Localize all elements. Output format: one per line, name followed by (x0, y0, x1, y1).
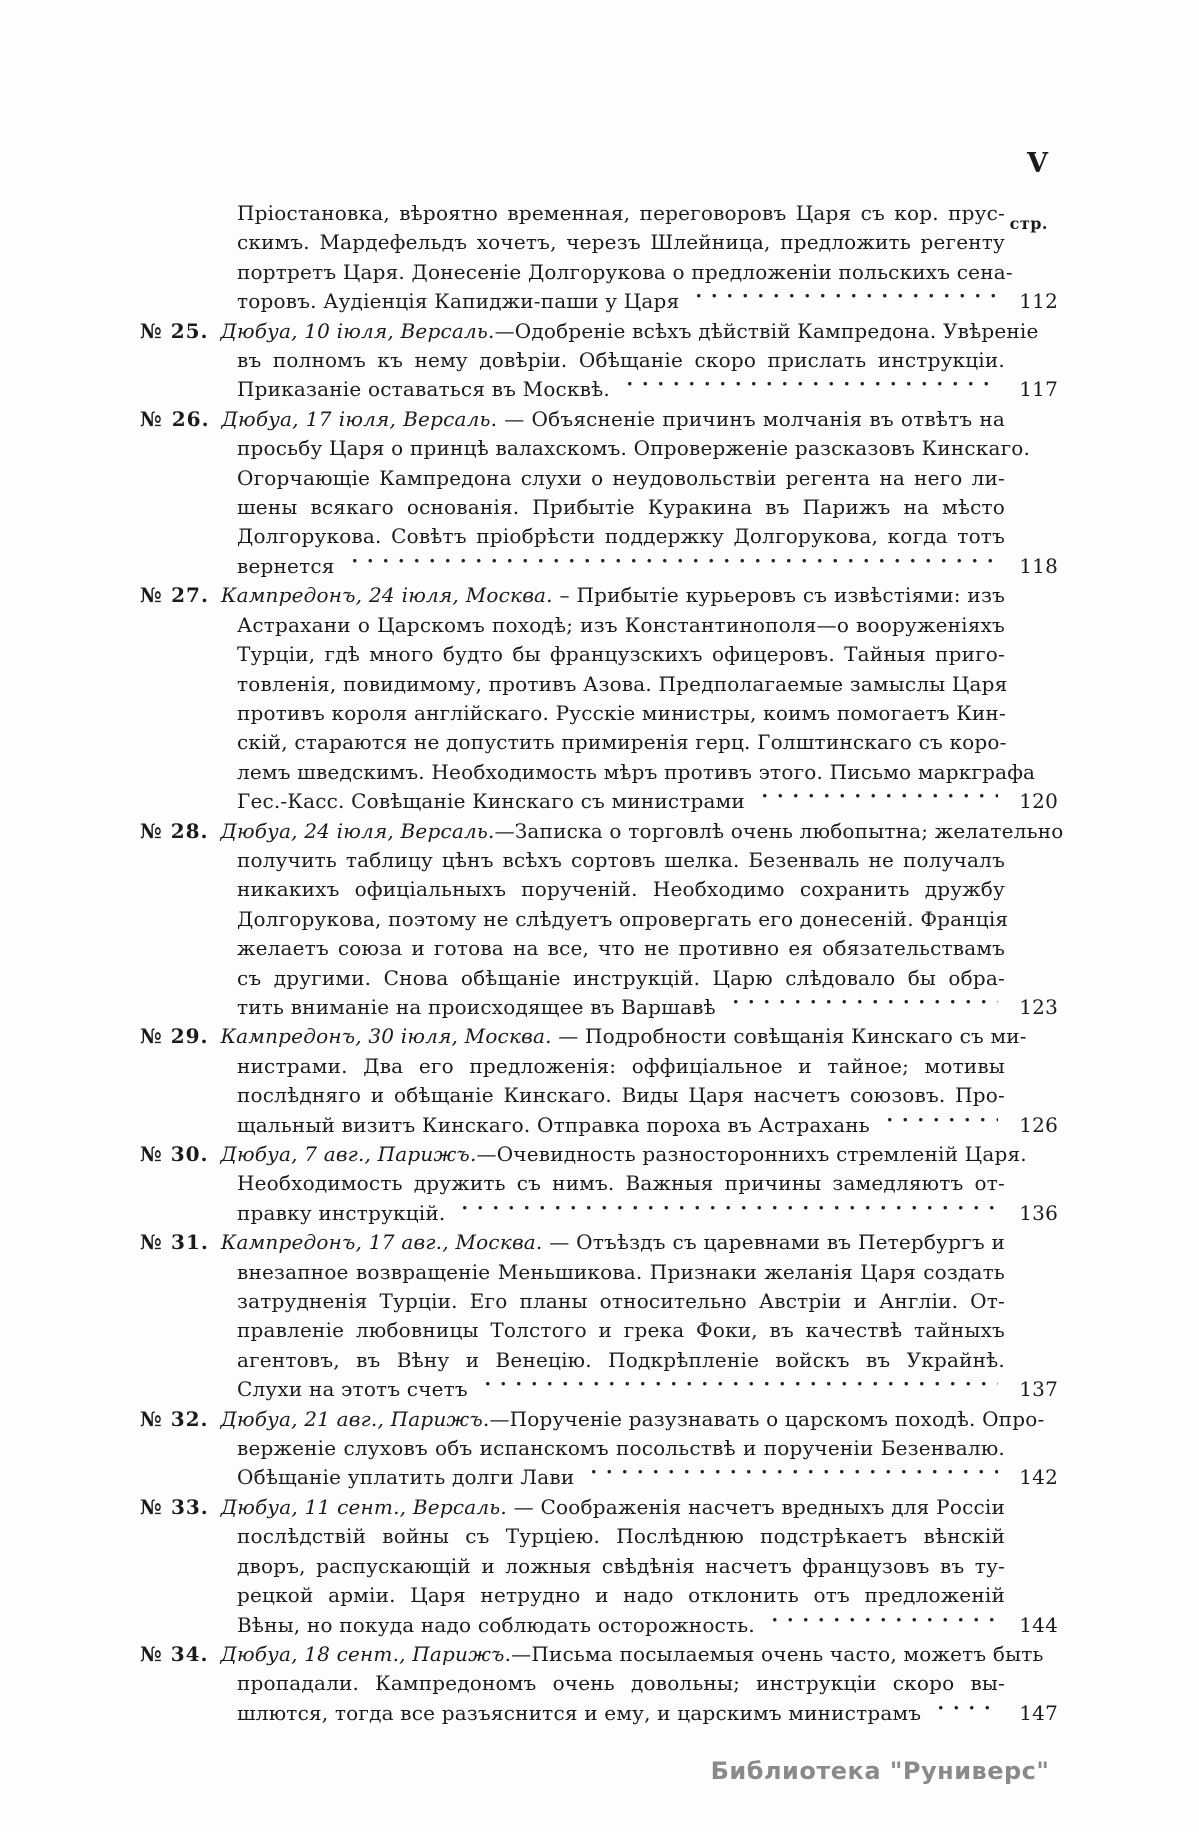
entry-heading: Дюбуа, 17 іюля, Версаль. (221, 406, 498, 431)
toc-line (237, 287, 1058, 316)
toc-line: скій, стараются не допустить примиренія герц. Голштинскаго съ коро- (237, 730, 1007, 755)
entry-text: — Отъѣздъ съ царевнами въ Петербургъ и (542, 1230, 1005, 1255)
toc-line (237, 1111, 1058, 1140)
dot-leader (880, 1111, 998, 1140)
toc-line (237, 552, 1058, 581)
entry-text: — Подробности совѣщанія Кинскаго съ ми- (551, 1024, 1027, 1049)
toc-line: Долгорукова. Совѣтъ пріобрѣсти поддержку Долгорукова, когда тотъ (237, 524, 1005, 549)
entry-number: № 28. (140, 818, 209, 843)
entry-number: № 29. (140, 1024, 209, 1049)
toc-line: затрудненія Турціи. Его планы относительно Австріи и Англіи. От- (237, 1289, 1005, 1314)
entry-text: Пріостановка, вѣроятно временная, переговоровъ Царя съ кор. прус- (237, 201, 1005, 225)
toc-line: скимъ. Мардефельдъ хочетъ, черезъ Шлейница, предложить регенту (237, 230, 1005, 255)
toc-line: пропадали. Кампредономъ очень довольны; инструкціи скоро вы- (237, 1671, 1005, 1696)
toc-entry (140, 199, 1058, 317)
toc-line: никакихъ офиціальныхъ порученій. Необходимо сохранить дружбу (237, 877, 1005, 902)
page-reference: 120 (1019, 789, 1058, 814)
toc-line (140, 1228, 1005, 1257)
entry-heading: Дюбуа, 18 сент., Парижъ. (220, 1641, 512, 1666)
toc-line: послѣдняго и обѣщаніе Кинскаго. Виды Царя насчетъ союзовъ. Про- (237, 1083, 1005, 1108)
toc-entry (140, 1022, 1058, 1140)
toc-line: внезапное возвращеніе Меньшикова. Признаки желанія Царя создать (237, 1259, 1005, 1284)
entry-text: шлются, тогда все разъяснится и ему, и царскимъ министрамъ (237, 1700, 922, 1725)
entry-text: — Соображенія насчетъ вредныхъ для Россіи (506, 1494, 1005, 1519)
toc-line: получить таблицу цѣнъ всѣхъ сортовъ шелка. Безенваль не получалъ (237, 847, 1005, 872)
entry-number: № 32. (140, 1406, 209, 1431)
entry-number: № 31. (140, 1230, 209, 1255)
dot-leader (755, 787, 998, 816)
toc-line: Астрахани о Царскомъ походѣ; изъ Константинополя—о вооруженіяхъ (237, 612, 1005, 637)
toc-line (237, 1199, 1058, 1228)
entry-number: № 25. (140, 318, 209, 343)
toc-line: съ другими. Снова обѣщаніе инструкцій. Царю слѣдовало бы обра- (237, 965, 1005, 990)
page-reference: 123 (1019, 994, 1058, 1019)
entry-heading: Дюбуа, 11 сент., Версаль. (220, 1494, 507, 1519)
toc-entry (140, 581, 1058, 816)
toc-line: въ полномъ къ нему довѣріи. Обѣщаніе скоро прислать инструкціи. (237, 348, 1005, 373)
dot-leader (765, 1611, 998, 1640)
dot-leader (620, 375, 998, 404)
toc-line (140, 405, 1005, 434)
entry-text: Приказаніе оставаться въ Москвѣ. (237, 377, 610, 402)
dot-leader (345, 552, 998, 581)
toc-line (237, 1463, 1058, 1492)
entry-text: —Очевидность разностороннихъ стремленій Царя. (476, 1142, 1027, 1166)
dot-leader (478, 1375, 998, 1404)
toc-line (140, 317, 1039, 346)
entry-text: Слухи на этотъ счетъ (237, 1377, 468, 1402)
entry-number: № 30. (140, 1142, 209, 1166)
toc-line (140, 1140, 1027, 1169)
entry-number: № 33. (140, 1494, 209, 1519)
dot-leader (584, 1463, 998, 1492)
toc-line: дворъ, распускающій и ложныя свѣдѣнія насчетъ французовъ въ ту- (237, 1553, 1005, 1578)
toc-entry (140, 817, 1064, 1023)
page-reference: 144 (1019, 1612, 1058, 1637)
toc-line (237, 1375, 1058, 1404)
entry-heading: Кампредонъ, 17 авг., Москва. (220, 1230, 543, 1255)
toc-line: нистрами. Два его предложенія: оффиціальное и тайное; мотивы (237, 1053, 1005, 1078)
toc-line: товленія, повидимому, противъ Азова. Предполагаемые замыслы Царя (237, 671, 1008, 696)
toc-line: противъ короля англійскаго. Русскіе министры, коимъ помогаетъ Кин- (237, 700, 1006, 725)
toc-line: рецкой арміи. Царя нетрудно и надо отклонить отъ предложеній (237, 1583, 1005, 1608)
toc-line (237, 1611, 1058, 1640)
toc-line (140, 1405, 1045, 1434)
page-reference: 118 (1019, 553, 1058, 578)
toc-line: лемъ шведскимъ. Необходимость мѣръ противъ этого. Письмо маркграфа (237, 759, 1036, 784)
toc-line (140, 817, 1064, 846)
toc-line (237, 375, 1058, 404)
dot-leader (726, 993, 998, 1022)
entry-text: —Одобреніе всѣхъ дѣйствій Кампредона. Увѣреніе (494, 318, 1039, 343)
toc-line: послѣдствій войны съ Турціею. Послѣднюю подстрѣкаетъ вѣнскій (237, 1524, 1005, 1549)
entry-heading: Дюбуа, 7 авг., Парижъ. (220, 1142, 477, 1166)
toc-line (237, 993, 1058, 1022)
entry-number: № 27. (140, 583, 209, 608)
page-roman-numeral: V (1027, 148, 1049, 179)
toc-entry (140, 1405, 1058, 1493)
toc-entry (140, 1640, 1058, 1728)
toc-line: правленіе любовницы Толстого и грека Фоки, въ качествѣ тайныхъ (237, 1318, 1005, 1343)
entry-heading: Дюбуа, 21 авг., Парижъ. (220, 1406, 490, 1431)
library-watermark: Библиотека "Руниверс" (710, 1757, 1050, 1785)
toc-line (237, 787, 1058, 816)
toc-line (140, 1493, 1005, 1522)
entry-text: торовъ. Аудіенція Капиджи-паши у Царя (237, 289, 680, 314)
entry-heading: Дюбуа, 24 іюля, Версаль. (220, 818, 495, 843)
dot-leader (689, 287, 998, 316)
toc-entry (140, 317, 1058, 405)
page-reference: 136 (1019, 1200, 1058, 1225)
page-reference: 117 (1019, 377, 1058, 402)
page-reference: 112 (1019, 289, 1058, 314)
page-reference: 126 (1019, 1112, 1058, 1137)
toc-line (140, 1640, 1044, 1669)
toc-line (140, 1022, 1027, 1051)
entry-heading: Кампредонъ, 24 іюля, Москва. (220, 583, 553, 608)
entry-heading: Дюбуа, 10 іюля, Версаль. (220, 318, 495, 343)
page-column-header: стр. (1009, 214, 1048, 233)
entry-text: Обѣщаніе уплатить долги Лави (237, 1465, 575, 1490)
entry-text: —Порученіе разузнавать о царскомъ походѣ. Опро- (489, 1406, 1045, 1431)
toc-line: просьбу Царя о принцѣ валахскомъ. Опроверженіе разсказовъ Кинскаго. (237, 436, 1031, 461)
toc-line: шены всякаго основанія. Прибытіе Куракина въ Парижъ на мѣсто (237, 495, 1005, 520)
toc-entry (140, 1140, 1058, 1228)
entry-text: вернется (237, 553, 335, 578)
toc-line (237, 1699, 1058, 1728)
toc-line: Необходимость дружить съ нимъ. Важныя причины замедляютъ от- (237, 1171, 1005, 1196)
page-reference: 142 (1019, 1465, 1058, 1490)
toc-line (237, 199, 1005, 228)
dot-leader (455, 1199, 998, 1228)
entry-text: правку инструкцій. (237, 1200, 446, 1225)
entry-text: щальный визитъ Кинскаго. Отправка пороха въ Астрахань (237, 1112, 870, 1137)
toc-line: желаетъ союза и готова на все, что не противно ея обязательствамъ (237, 936, 1005, 961)
entry-heading: Кампредонъ, 30 іюля, Москва. (220, 1024, 552, 1049)
dot-leader (931, 1699, 998, 1728)
entry-text: тить вниманіе на происходящее въ Варшавѣ (237, 994, 716, 1019)
toc-line: агентовъ, въ Вѣну и Венецію. Подкрѣпленіе войскъ въ Украйнѣ. (237, 1347, 1005, 1372)
page-reference: 137 (1019, 1377, 1058, 1402)
toc-line (140, 581, 1005, 610)
entry-text: Гес.-Касс. Совѣщаніе Кинскаго съ министрами (237, 789, 745, 814)
toc-line: портретъ Царя. Донесеніе Долгорукова о предложеніи польскихъ сена- (237, 259, 1013, 284)
toc-entry (140, 405, 1058, 581)
entry-text: —Письма посылаемыя очень часто, можетъ быть (511, 1641, 1044, 1666)
page-reference: 147 (1019, 1700, 1058, 1725)
toc-line: Турціи, гдѣ много будто бы французскихъ офицеровъ. Тайныя приго- (237, 642, 1005, 667)
entry-text: — Объясненіе причинъ молчанія въ отвѣтъ на (497, 406, 1005, 431)
table-of-contents (140, 199, 1064, 1728)
toc-line: Огорчающіе Кампредона слухи о неудовольствіи регента на него ли- (237, 465, 1005, 490)
toc-entry (140, 1493, 1058, 1640)
entry-number: № 26. (140, 406, 210, 431)
toc-line: Долгорукова, поэтому не слѣдуетъ опровергать его донесеній. Франція (237, 906, 1009, 931)
entry-text: —Записка о торговлѣ очень любопытна; желательно (494, 818, 1064, 843)
entry-text: – Прибытіе курьеровъ съ извѣстіями: изъ (552, 583, 1005, 608)
toc-entry (140, 1228, 1058, 1404)
entry-text: Вѣны, но покуда надо соблюдать осторожность. (237, 1612, 755, 1637)
toc-line: верженіе слуховъ объ испанскомъ посольствѣ и порученіи Безенвалю. (237, 1436, 1005, 1461)
entry-number: № 34. (140, 1641, 209, 1666)
